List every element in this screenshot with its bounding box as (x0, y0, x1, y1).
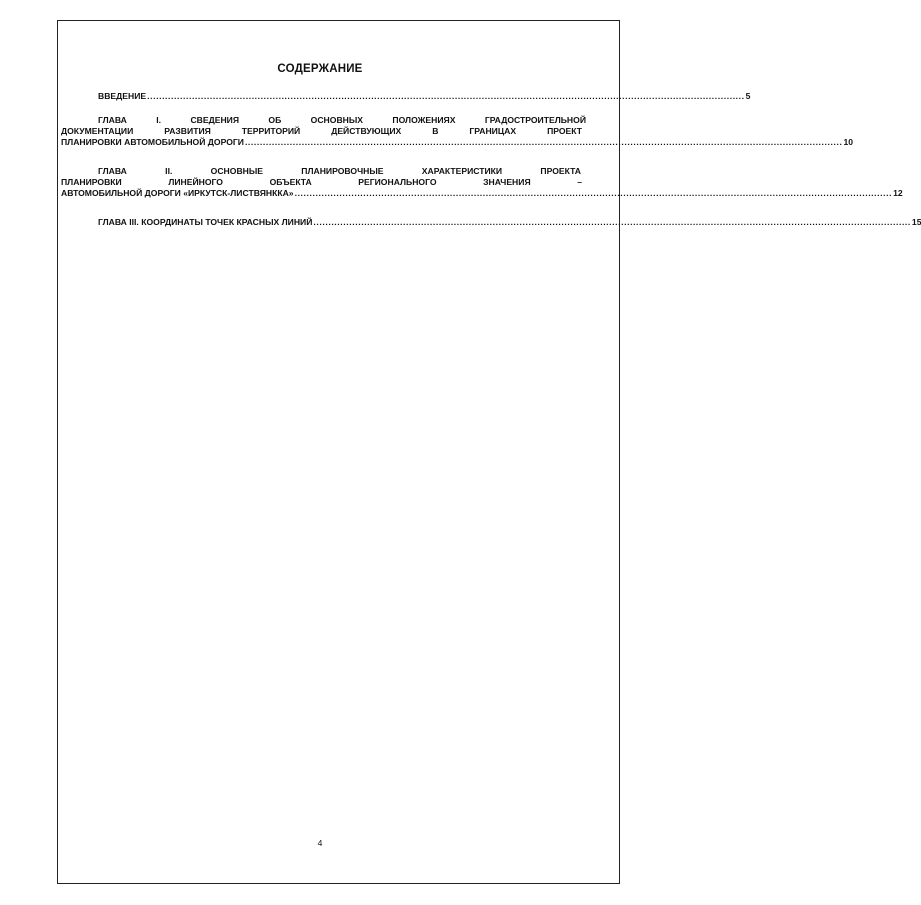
toc-entry-line (61, 217, 921, 228)
toc-entry-text: ДОКУМЕНТАЦИИ РАЗВИТИЯ ТЕРРИТОРИЙ ДЕЙСТВУЮЩИХ В ГРАНИЦАХ ПРОЕКТ (61, 126, 582, 136)
toc-entry-chapter-2[interactable] (61, 166, 903, 199)
toc-page-number: 12 (893, 188, 903, 198)
toc-entry-text: ПЛАНИРОВКИ АВТОМОБИЛЬНОЙ ДОРОГИ (61, 137, 244, 147)
toc-entry-text: АВТОМОБИЛЬНОЙ ДОРОГИ «ИРКУТСК-ЛИСТВЯНККА» (61, 188, 294, 198)
toc-entry-text: ВВЕДЕНИЕ (98, 91, 147, 101)
toc-entry-text: ГЛАВА I. СВЕДЕНИЯ ОБ ОСНОВНЫХ ПОЛОЖЕНИЯХ ГРАДОСТРОИТЕЛЬНОЙ (98, 115, 586, 125)
toc-entry-text: ПЛАНИРОВКИ ЛИНЕЙНОГО ОБЪЕКТА РЕГИОНАЛЬНОГО ЗНАЧЕНИЯ – (61, 177, 582, 187)
toc-entry-line (61, 91, 751, 102)
toc-page-number: 10 (843, 137, 854, 147)
page-frame (57, 20, 620, 884)
toc-page-number: 15 (911, 217, 921, 227)
toc-leader-dots: ........................................................................................................................................................................................................ (313, 217, 911, 227)
toc-entry-text: ГЛАВА III. КООРДИНАТЫ ТОЧЕК КРАСНЫХ ЛИНИЙ (98, 217, 313, 227)
toc-entry-chapter-1[interactable] (61, 115, 854, 148)
toc-entry-text: ГЛАВА II. ОСНОВНЫЕ ПЛАНИРОВОЧНЫЕ ХАРАКТЕРИСТИКИ ПРОЕКТА (98, 166, 581, 176)
toc-leader-dots: ........................................................................................................................................................................................................ (294, 188, 893, 198)
toc-leader-dots: ........................................................................................................................................................................................................ (147, 91, 745, 101)
toc-entry-chapter-3[interactable] (61, 217, 921, 228)
page-number: 4 (317, 838, 323, 848)
toc-page-number: 5 (745, 91, 751, 101)
toc-title: СОДЕРЖАНИЕ (277, 63, 363, 75)
toc-entry-line (61, 188, 903, 199)
toc-leader-dots: ........................................................................................................................................................................................................ (244, 137, 843, 147)
toc-entry-introduction[interactable] (61, 91, 751, 102)
toc-entry-line (61, 137, 854, 148)
